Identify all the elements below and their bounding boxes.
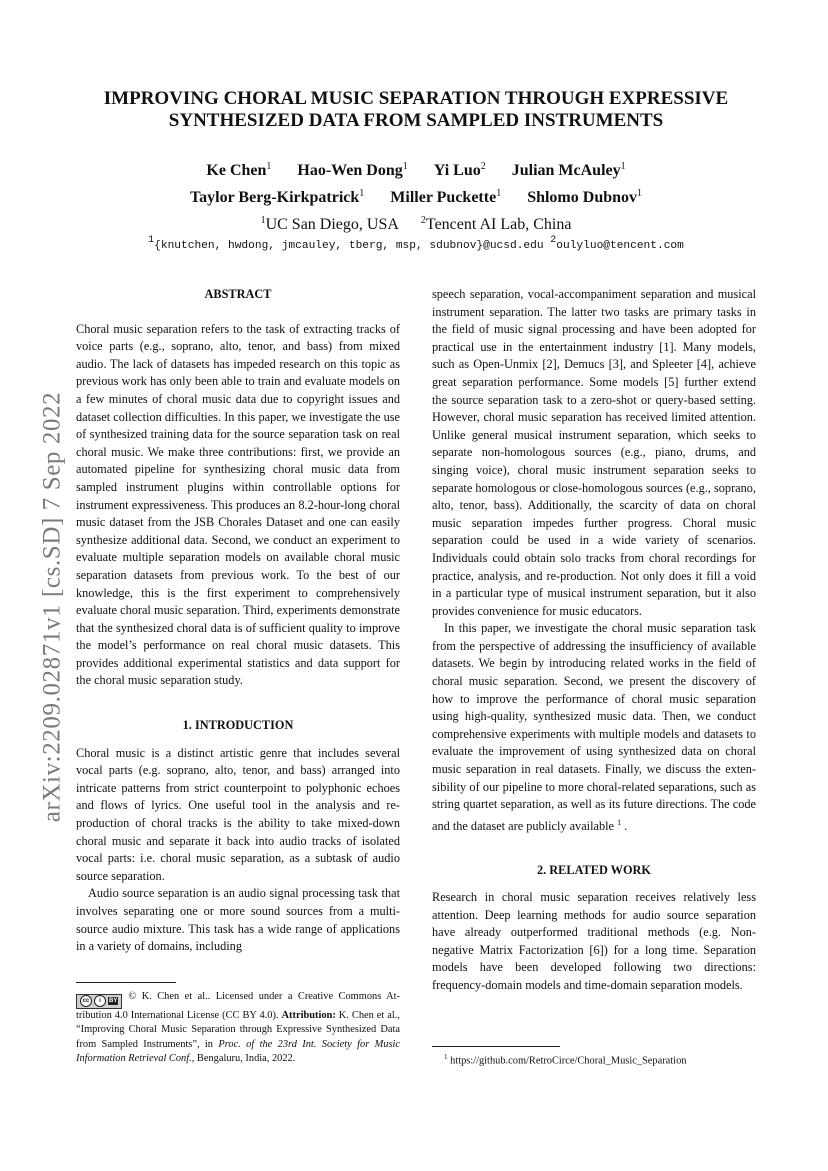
affiliation: $^1$UC San Diego, USA	[260, 215, 399, 233]
arxiv-sidebar-stamp	[22, 372, 82, 842]
footnote-mark[interactable]: 1	[617, 817, 622, 827]
license-footnote: cc i BY © K. Chen et al.. Licensed under a Creative Commons Attribution 4.0 International License (CC BY 4.0). Attribution: K. Chen et al., “Improving Choral Music Separation through Expressive Synthesized Data from Sampled Instruments”, in Proc. of the 23rd Int. Society for Music Information Retrieval Conf., Bengaluru, India, 2022.	[76, 991, 400, 1065]
footnote-rule-right	[432, 1046, 560, 1047]
footnote-rule-left	[76, 982, 176, 983]
author: Miller Puckette$^1$	[390, 188, 502, 206]
code-repository-link[interactable]: https://github.com/RetroCirce/Choral_Music_Separation	[450, 1055, 687, 1067]
author: Ke Chen$^1$	[206, 161, 272, 179]
title-line-1: IMPROVING CHORAL MUSIC SEPARATION THROUGH EXPRESSIVE	[103, 88, 729, 109]
url-footnote: $^1$ https://github.com/RetroCirce/Choral_Music_Separation	[444, 1053, 687, 1067]
arxiv-identifier: arXiv:2209.02871v1 [cs.SD] 7 Sep 2022	[38, 391, 66, 823]
email-tencent[interactable]: oulyluo@tencent.com	[556, 240, 684, 252]
related-work-heading: 2. RELATED WORK	[537, 862, 651, 877]
introduction-heading: 1. INTRODUCTION	[182, 718, 294, 733]
intro-paragraph-3: speech separation, vocal-accompaniment separation and musical instrument separation. The latter two tasks are primary tasks in the field of music signal processing and have been adopted for practical use in the entertainment industry [1]. Many models, such as Open-Unmix [2], Demucs [3], and Spleeter [4], achieve great separation performance. Some models [5] further extend the source separation task to a zero-shot or query-based setting. However, choral music separation has received limited attention. Unlike general musical instrument separation, which seeks to separate non-homologous sources (e.g., piano, drums, and singing voice), choral music instrument separation seeks to separate homologous or close-homologous sources (e.g., soprano, alto, tenor, bass). Additionally, the scarcity of data on choral music separation impedes further progress. Choral music separation could be used in a wide variety of scenarios. Individuals could obtain solo tracks from choral recordings for practice, analysis, and re-production. Not only does it fill a void in a particular type of musical instrument separation, but it also provides convenience for music educators.	[432, 287, 756, 618]
affiliations	[60, 214, 772, 236]
author: Julian McAuley$^1$	[511, 161, 626, 179]
email-ucsd[interactable]: {knutchen, hwdong, jmcauley, tberg, msp, sdubnov}@ucsd.edu	[154, 240, 544, 252]
author: Yi Luo$^2$	[433, 161, 486, 179]
abstract-text: Choral music separation refers to the task of extracting tracks of voice parts (e.g., soprano, alto, tenor, and bass) from mixed audio. The lack of datasets has impeded research on this topic as previous work has only been able to train and evaluate models on a few minutes of choral music data due to copyright issues and dataset collection difficulties. In this paper, we investigate the use of synthesized training data for the source separation task on real choral music. We make three contributions: first, we provide an automated pipeline for synthesizing choral music data from sampled instrument plugins within controllable options for instrument expressiveness. This produces an 8.2-hour-long choral music dataset from the JSB Chorales Dataset and one can easily synthesize additional data. Second, we conduct an experiment to evaluate multiple separation models on available choral music separation datasets from previous work. To the best of our knowledge, this is the first experiment to comprehensively evaluate choral music separation. Third, experiments demonstrate that the synthesized choral data is of sufficient quality to improve the model’s performance on real choral music datasets. This provides additional experimental statistics and data support for the choral music separation study.	[76, 321, 400, 688]
title-line-2: SYNTHESIZED DATA FROM SAMPLED INSTRUMENTS	[168, 110, 664, 131]
author: Shlomo Dubnov$^1$	[527, 188, 643, 206]
abstract-heading: ABSTRACT	[204, 287, 272, 301]
paper-title	[60, 88, 772, 132]
affiliation: $^2$Tencent AI Lab, China	[420, 215, 572, 233]
creative-commons-badge: cc i BY	[76, 994, 122, 1009]
related-work-paragraph-1: Research in choral music separation receives relatively less attention. Deep learning methods for audio source separation have already outperformed traditional methods (e.g. Non-negative Matrix Factorization [6]) for a long time. Separation models have been developed following two directions: frequency-domain models and time-domain separation models.	[432, 890, 756, 993]
intro-paragraph-2: Audio source separation is an audio signal processing task that involves separating one or more sound sources from a multi-source audio mixture. This task has a wide range of applications in a variety of domains, including	[76, 886, 400, 954]
author-emails: $^1${knutchen, hwdong, jmcauley, tberg, msp, sdubnov}@ucsd.edu $^2$oulyluo@tencent.com	[148, 235, 684, 252]
left-column	[76, 286, 400, 956]
authors-row-1	[60, 160, 772, 182]
author: Hao-Wen Dong$^1$	[297, 161, 408, 179]
intro-paragraph-4: In this paper, we investigate the choral music separation task from the perspective of addressing the insufficiency of available datasets. We begin by introducing related works in the field of choral music separation. Second, we present the discovery of how to improve the performance of choral music separation using high-quality, synthesized music data. Then, we conduct comprehensive experiments with multiple models and datasets to evaluate the improvement of using synthesized data on choral music separation in real datasets. Finally, we discuss the extensibility of our pipeline to more choral-related separations, such as string quartet separation, as well as its future directions. The code and the dataset are publicly available $^1$ .	[432, 621, 756, 833]
right-column	[432, 286, 756, 995]
author: Taylor Berg-Kirkpatrick$^1$	[189, 188, 365, 206]
intro-paragraph-1: Choral music is a distinct artistic genre that includes several vocal parts (e.g. soprano, alto, tenor, and bass) arranged into intricate patterns from strict counterpoint to polyphonic echoes and flows of lyrics. One useful tool in the analysis and re-production of choral tracks is the ability to take mixed-down choral music and separate it back into audio tracks of isolated vocal parts: i.e. choral music separation, as a subtask of audio source separation.	[76, 745, 400, 883]
authors-row-2	[60, 187, 772, 209]
